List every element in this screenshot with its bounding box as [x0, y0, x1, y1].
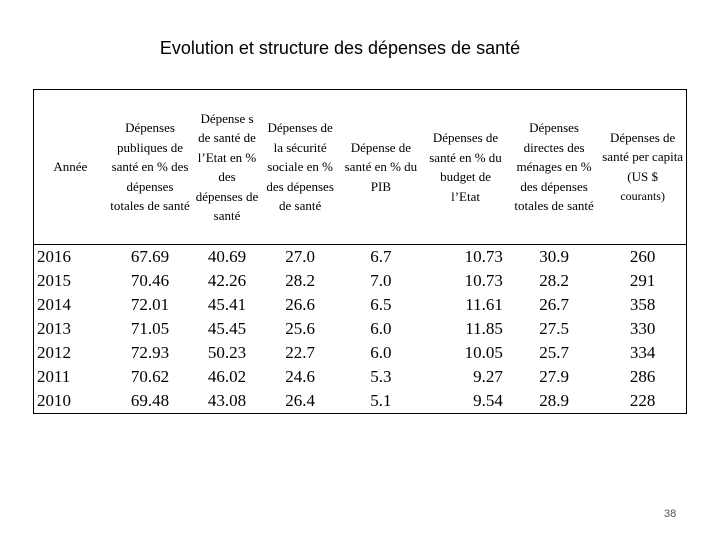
budget-pct-cell: 11.61: [465, 295, 503, 314]
public-pct-cell: 71.05: [130, 319, 170, 338]
header-year: Année: [34, 90, 107, 245]
year-cell: 2012: [37, 343, 71, 362]
per-capita-cell: 330: [629, 319, 656, 338]
year-cell: 2013: [37, 319, 71, 338]
slide-title: Evolution et structure des dépenses de santé: [159, 38, 521, 58]
public-pct-cell: 70.62: [130, 367, 170, 386]
households-pct-cell: 25.7: [539, 343, 569, 362]
year-cell: 2010: [37, 391, 71, 410]
year-cell: 2014: [37, 295, 71, 314]
gdp-pct-column: [340, 245, 423, 414]
social-security-pct-column: [261, 245, 340, 414]
public-pct-cell: 69.48: [130, 391, 170, 410]
year-cell: 2011: [37, 367, 71, 386]
social-security-pct-cell: 27.0: [285, 247, 315, 266]
per-capita-cell: 260: [629, 247, 656, 266]
gdp-pct-cell: 6.0: [370, 343, 392, 362]
households-pct-cell: 27.5: [539, 319, 569, 338]
social-security-pct-cell: 25.6: [285, 319, 315, 338]
households-pct-cell: 30.9: [539, 247, 569, 266]
state-pct-cell: 40.69: [207, 247, 247, 266]
year-cell: 2016: [37, 247, 71, 266]
header-state-pct: Dépense s de santé de l’Etat en % des dépenses de santé: [193, 90, 260, 245]
public-pct-cell: 70.46: [130, 271, 170, 290]
budget-pct-column: [422, 245, 509, 414]
header-budget-pct: Dépenses de santé en % du budget de l’Etat: [422, 90, 509, 245]
header-per-capita-line1: Dépenses de santé per capita (US $: [602, 129, 684, 184]
header-row: [34, 90, 687, 245]
health-expenditure-table: [33, 89, 687, 414]
public-pct-cell: 72.01: [130, 295, 170, 314]
budget-pct-cell: 10.73: [464, 271, 503, 290]
gdp-pct-cell: 5.1: [370, 391, 392, 410]
public-pct-column: [107, 245, 194, 414]
social-security-pct-cell: 22.7: [285, 343, 315, 362]
social-security-pct-cell: 24.6: [285, 367, 315, 386]
budget-pct-cell: 10.05: [464, 343, 503, 362]
state-pct-cell: 43.08: [207, 391, 247, 410]
budget-pct-cell: 11.85: [465, 319, 503, 338]
per-capita-column: [599, 245, 686, 414]
public-pct-cell: 72.93: [130, 343, 170, 362]
header-gdp-pct: Dépense de santé en % du PIB: [340, 90, 423, 245]
state-pct-cell: 50.23: [207, 343, 247, 362]
budget-pct-cell: 9.54: [473, 391, 503, 410]
state-pct-cell: 42.26: [207, 271, 247, 290]
budget-pct-cell: 9.27: [473, 367, 503, 386]
state-pct-cell: 45.41: [207, 295, 247, 314]
header-public-pct: Dépenses publiques de santé en % des dépenses totales de santé: [107, 90, 194, 245]
gdp-pct-cell: 6.7: [370, 247, 392, 266]
header-per-capita-line2: courants): [620, 189, 665, 203]
data-block-row: [34, 245, 687, 414]
year-column: [34, 245, 107, 414]
gdp-pct-cell: 7.0: [370, 271, 392, 290]
gdp-pct-cell: 6.0: [370, 319, 392, 338]
social-security-pct-cell: 28.2: [285, 271, 315, 290]
households-pct-cell: 27.9: [539, 367, 569, 386]
year-cell: 2015: [37, 271, 71, 290]
per-capita-cell: 228: [629, 391, 656, 410]
gdp-pct-cell: 5.3: [370, 367, 392, 386]
households-pct-cell: 28.2: [539, 271, 569, 290]
state-pct-column: [193, 245, 260, 414]
per-capita-cell: 291: [629, 271, 656, 290]
page-number: 38: [664, 508, 677, 520]
social-security-pct-cell: 26.6: [285, 295, 315, 314]
households-pct-column: [509, 245, 599, 414]
header-social-security-pct: Dépenses de la sécurité sociale en % des dépenses de santé: [261, 90, 340, 245]
per-capita-cell: 358: [629, 295, 656, 314]
state-pct-cell: 46.02: [207, 367, 247, 386]
state-pct-cell: 45.45: [207, 319, 247, 338]
budget-pct-cell: 10.73: [464, 247, 503, 266]
social-security-pct-cell: 26.4: [285, 391, 315, 410]
per-capita-cell: 334: [629, 343, 656, 362]
households-pct-cell: 28.9: [539, 391, 569, 410]
header-households-pct: Dépenses directes des ménages en % des dépenses totales de santé: [509, 90, 599, 245]
public-pct-cell: 67.69: [130, 247, 170, 266]
header-per-capita: [599, 90, 686, 245]
per-capita-cell: 286: [629, 367, 656, 386]
gdp-pct-cell: 6.5: [370, 295, 392, 314]
households-pct-cell: 26.7: [539, 295, 569, 314]
